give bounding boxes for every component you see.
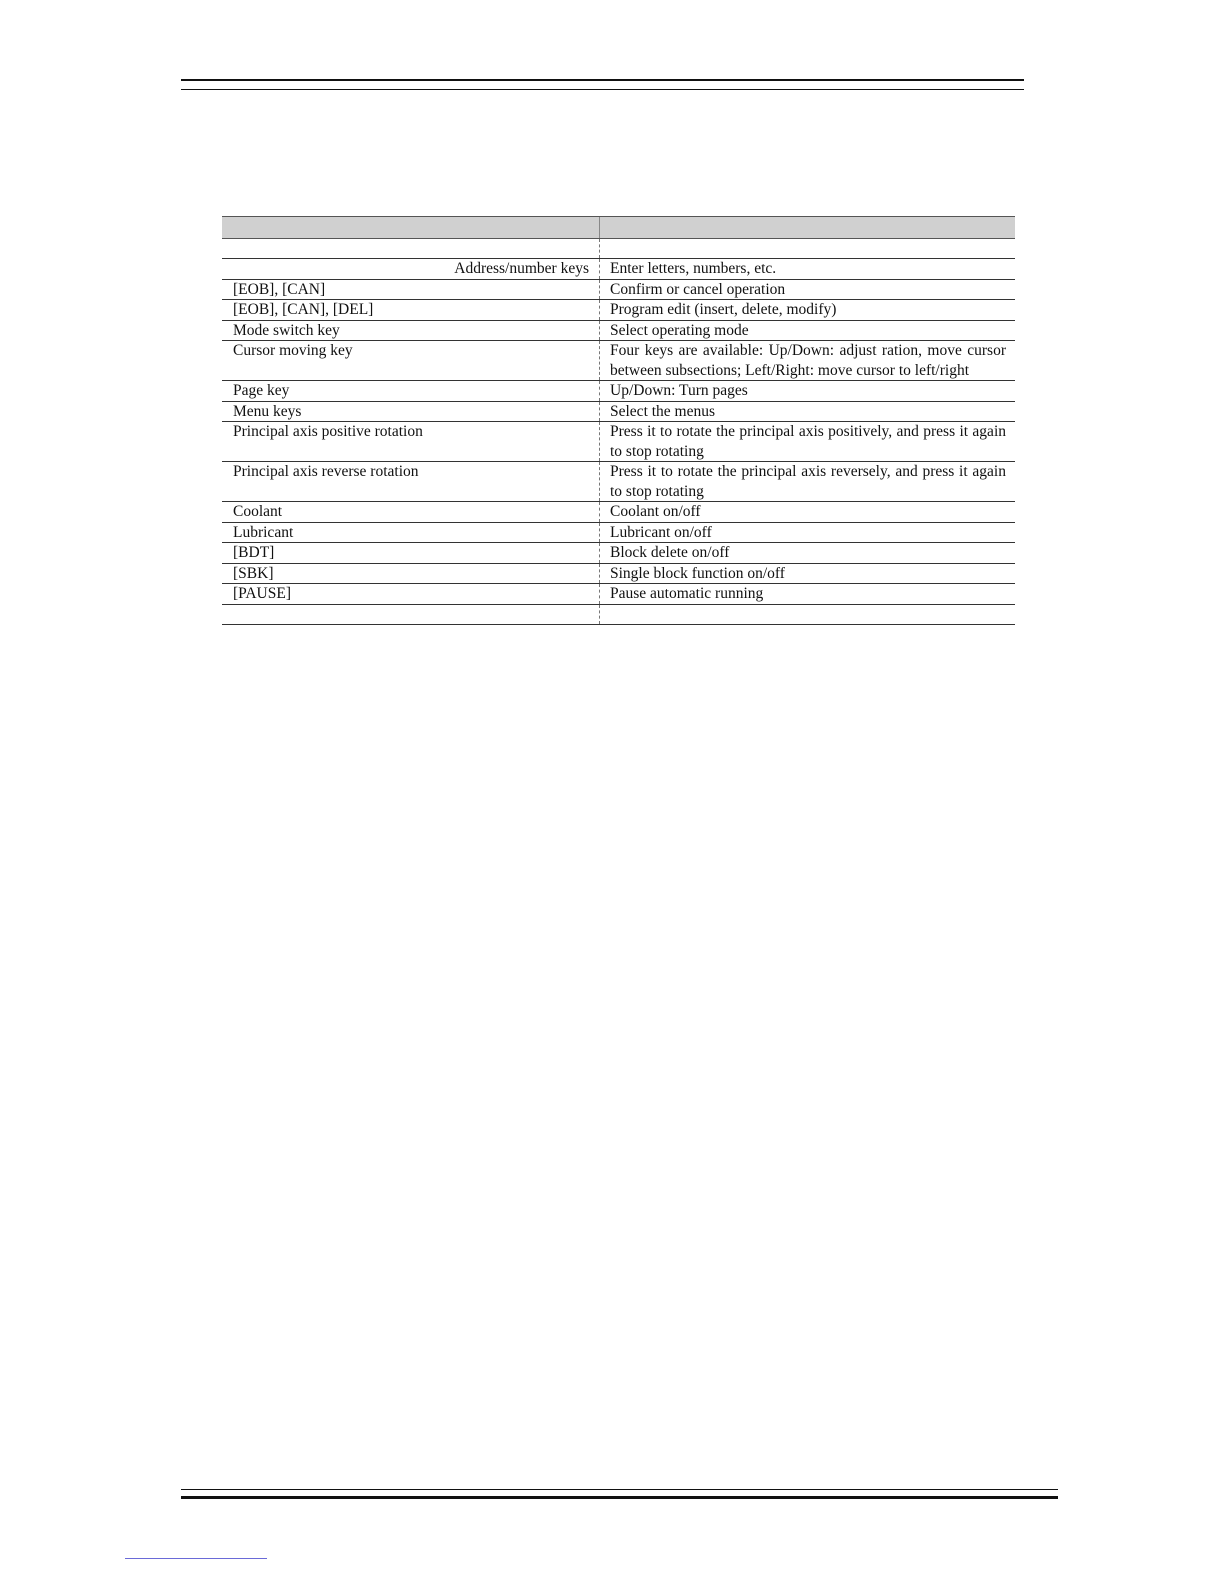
desc-cell: Select the menus xyxy=(600,402,1015,422)
key-cell: [BDT] xyxy=(222,543,600,563)
table-row xyxy=(222,523,1015,544)
desc-cell: Select operating mode xyxy=(600,321,1015,341)
key-function-table xyxy=(222,216,1015,625)
key-cell: Address/number keys xyxy=(222,259,600,279)
key-cell: [EOB], [CAN], [DEL] xyxy=(222,300,600,320)
footer-rule-thin xyxy=(181,1489,1058,1490)
desc-cell: Up/Down: Turn pages xyxy=(600,381,1015,401)
header-rule-thin xyxy=(181,89,1024,90)
table-row xyxy=(222,402,1015,423)
desc-cell: Confirm or cancel operation xyxy=(600,280,1015,300)
desc-cell xyxy=(600,605,1015,624)
desc-cell: Enter letters, numbers, etc. xyxy=(600,259,1015,279)
table-row xyxy=(222,341,1015,381)
desc-cell: Coolant on/off xyxy=(600,502,1015,522)
table-row xyxy=(222,564,1015,585)
desc-cell xyxy=(600,239,1015,258)
key-cell: Page key xyxy=(222,381,600,401)
key-cell: Lubricant xyxy=(222,523,600,543)
table-row xyxy=(222,605,1015,625)
header-divider xyxy=(599,217,600,238)
key-cell: Cursor moving key xyxy=(222,341,600,380)
key-cell: Menu keys xyxy=(222,402,600,422)
footer-rule-thick xyxy=(181,1496,1058,1499)
footer-link-underline xyxy=(125,1558,267,1559)
key-cell xyxy=(222,239,600,258)
key-cell: Mode switch key xyxy=(222,321,600,341)
table-row xyxy=(222,422,1015,462)
table-row xyxy=(222,300,1015,321)
table-row xyxy=(222,259,1015,280)
desc-cell: Block delete on/off xyxy=(600,543,1015,563)
key-cell: [EOB], [CAN] xyxy=(222,280,600,300)
key-cell xyxy=(222,605,600,624)
header-rule-thick xyxy=(181,79,1024,81)
desc-cell: Press it to rotate the principal axis reversely, and press it again to stop rotating xyxy=(600,462,1015,501)
table-row xyxy=(222,584,1015,605)
desc-cell: Pause automatic running xyxy=(600,584,1015,604)
table-header xyxy=(222,216,1015,239)
table-row xyxy=(222,381,1015,402)
table-row xyxy=(222,502,1015,523)
desc-cell: Lubricant on/off xyxy=(600,523,1015,543)
desc-cell: Program edit (insert, delete, modify) xyxy=(600,300,1015,320)
key-cell: Principal axis reverse rotation xyxy=(222,462,600,501)
key-cell: [PAUSE] xyxy=(222,584,600,604)
desc-cell: Single block function on/off xyxy=(600,564,1015,584)
table-row xyxy=(222,280,1015,301)
table-row xyxy=(222,462,1015,502)
table-row xyxy=(222,543,1015,564)
table-row xyxy=(222,321,1015,342)
key-cell: Coolant xyxy=(222,502,600,522)
table-row xyxy=(222,239,1015,259)
desc-cell: Four keys are available: Up/Down: adjust ration, move cursor between subsections; Left/Right: move cursor to left/right xyxy=(600,341,1015,380)
key-cell: Principal axis positive rotation xyxy=(222,422,600,461)
key-cell: [SBK] xyxy=(222,564,600,584)
desc-cell: Press it to rotate the principal axis positively, and press it again to stop rotating xyxy=(600,422,1015,461)
